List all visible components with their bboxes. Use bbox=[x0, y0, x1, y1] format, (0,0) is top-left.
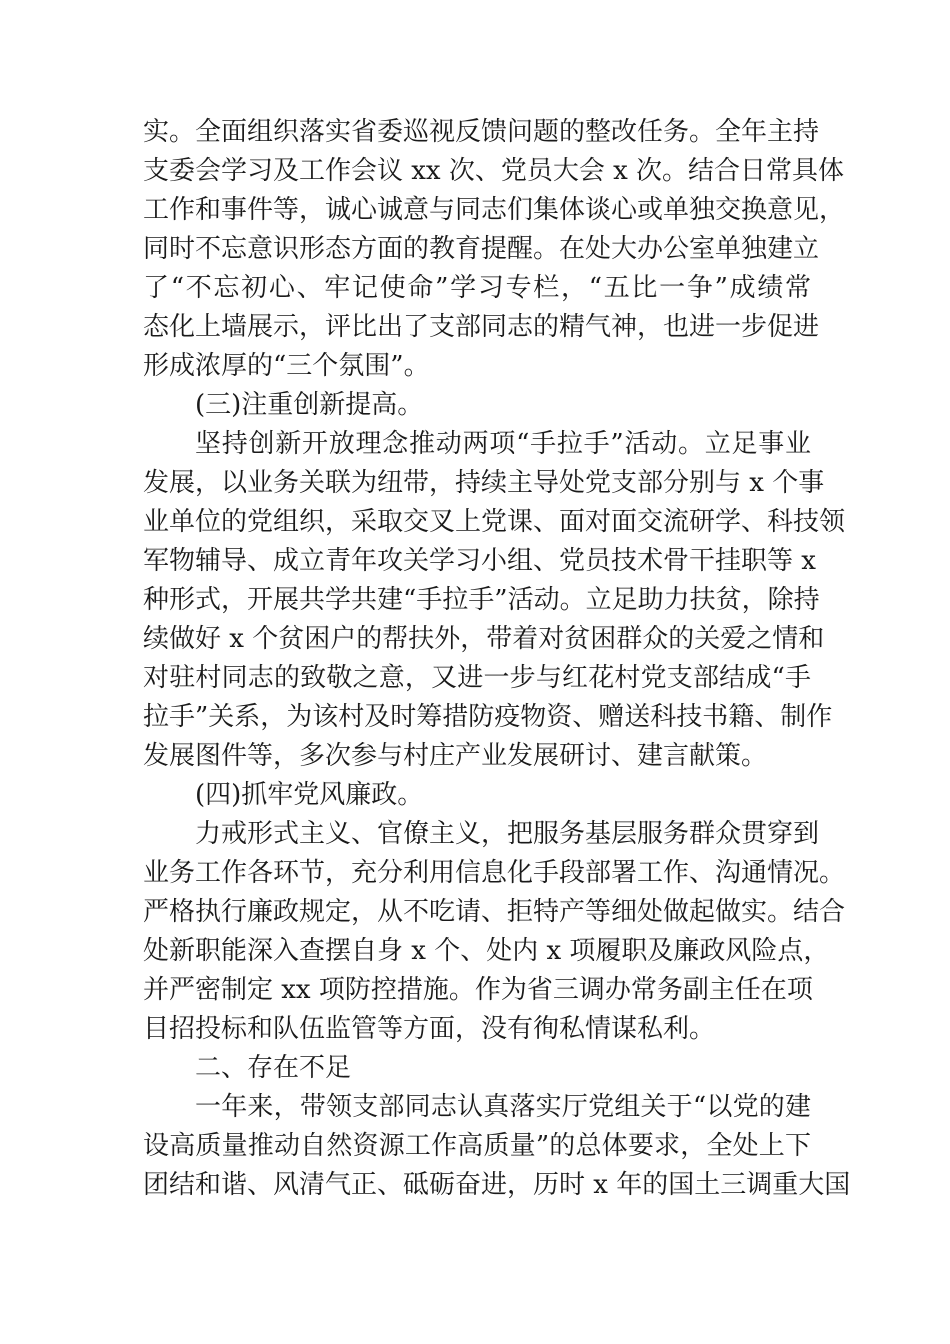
paragraph-line: 发展图件等，多次参与村庄产业发展研讨、建言献策。 bbox=[143, 741, 768, 771]
section-heading: (三)注重创新提高。 bbox=[195, 390, 424, 420]
paragraph-line: 种形式，开展共学共建“手拉手”活动。立足助力扶贫，除持 bbox=[143, 585, 820, 615]
paragraph-line: 业单位的党组织，采取交叉上党课、面对面交流研学、科技领 bbox=[143, 507, 846, 537]
paragraph-line: 工作和事件等，诚心诚意与同志们集体谈心或单独交换意见， bbox=[143, 195, 846, 225]
paragraph-line: 目招投标和队伍监管等方面，没有徇私情谋私利。 bbox=[143, 1014, 716, 1044]
paragraph-line: 对驻村同志的致敬之意，又进一步与红花村党支部结成“手 bbox=[143, 663, 811, 693]
paragraph-line: 态化上墙展示，评比出了支部同志的精气神，也进一步促进 bbox=[143, 312, 820, 342]
paragraph-line: 发展，以业务关联为纽带，持续主导处党支部分别与 x 个事 bbox=[143, 468, 825, 498]
paragraph-line: 拉手”关系，为该村及时筹措防疫物资、赠送科技书籍、制作 bbox=[143, 702, 833, 732]
paragraph-line: 同时不忘意识形态方面的教育提醒。在处大办公室单独建立 bbox=[143, 234, 820, 264]
paragraph-line: 团结和谐、风清气正、砥砺奋进，历时 x 年的国土三调重大国 bbox=[143, 1170, 851, 1200]
paragraph-line: 续做好 x 个贫困户的帮扶外，带着对贫困群众的关爱之情和 bbox=[143, 624, 825, 654]
paragraph-line: 支委会学习及工作会议 xx 次、党员大会 x 次。结合日常具体 bbox=[143, 156, 845, 186]
paragraph-line: 力戒形式主义、官僚主义，把服务基层服务群众贯穿到 bbox=[195, 819, 820, 849]
paragraph-line: 实。全面组织落实省委巡视反馈问题的整改任务。全年主持 bbox=[143, 117, 820, 147]
paragraph-line: 坚持创新开放理念推动两项“手拉手”活动。立足事业 bbox=[195, 429, 811, 459]
paragraph-line: 并严密制定 xx 项防控措施。作为省三调办常务副主任在项 bbox=[143, 975, 813, 1005]
paragraph-line: 处新职能深入查摆自身 x 个、处内 x 项履职及廉政风险点， bbox=[143, 936, 830, 966]
paragraph-line: 设高质量推动自然资源工作高质量”的总体要求，全处上下 bbox=[143, 1131, 811, 1161]
paragraph-line: 严格执行廉政规定，从不吃请、拒特产等细处做起做实。结合 bbox=[143, 897, 846, 927]
paragraph-line: 了“不忘初心、牢记使命”学习专栏，“五比一争”成绩常 bbox=[143, 273, 811, 303]
paragraph-line: 一年来，带领支部同志认真落实厅党组关于“以党的建 bbox=[195, 1092, 811, 1122]
paragraph-line: 军物辅导、成立青年攻关学习小组、党员技术骨干挂职等 x bbox=[143, 546, 816, 576]
paragraph-line: 形成浓厚的“三个氛围”。 bbox=[143, 351, 430, 381]
section-heading: (四)抓牢党风廉政。 bbox=[195, 780, 424, 810]
document-body bbox=[143, 113, 851, 1205]
paragraph-line: 业务工作各环节，充分利用信息化手段部署工作、沟通情况。 bbox=[143, 858, 846, 888]
section-heading: 二、存在不足 bbox=[195, 1053, 352, 1083]
